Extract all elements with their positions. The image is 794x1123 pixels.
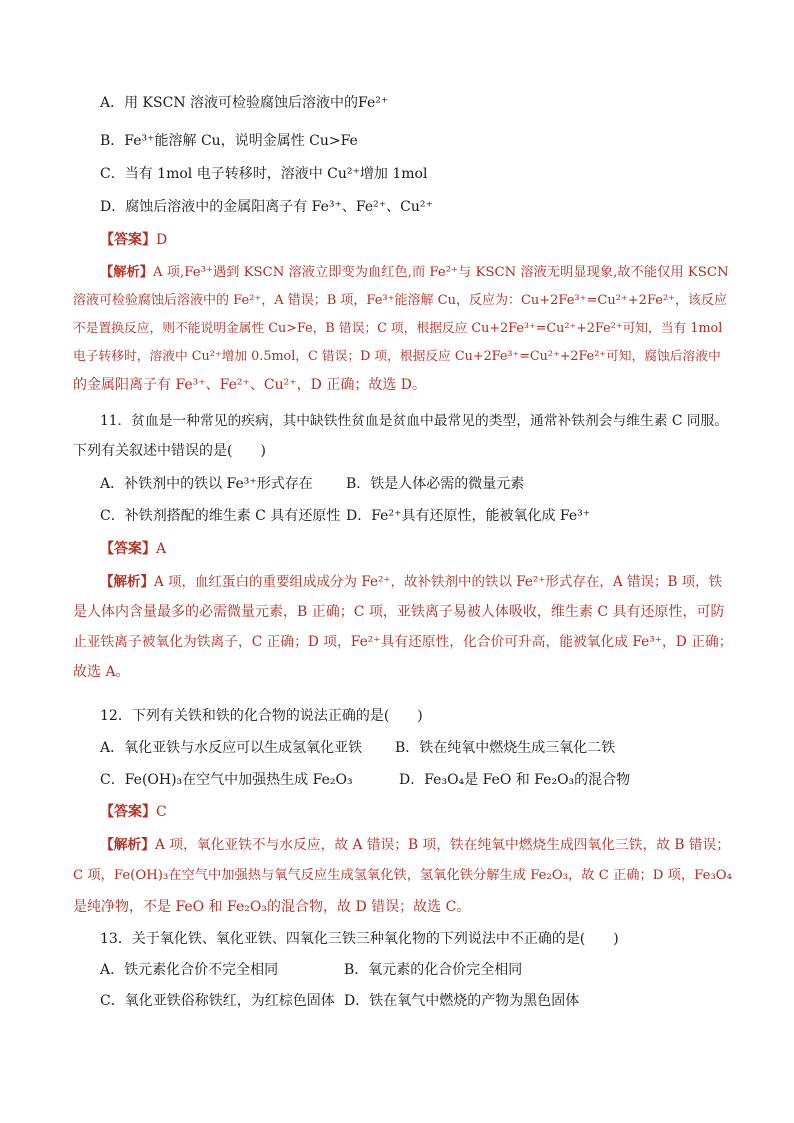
- q13-stem: 13．关于氧化铁、氧化亚铁、四氧化三铁三种氧化物的下列说法中不正确的是( ): [100, 931, 619, 947]
- answer-value: A: [156, 541, 167, 557]
- analysis-tag: 【解析】: [100, 574, 154, 590]
- q11-stem-line-1: 11．贫血是一种常见的疾病，其中缺铁性贫血是贫血中最常见的类型，通常补铁剂会与维生素 C 同服。: [100, 413, 729, 429]
- q13-option-c: C．氧化亚铁俗称铁红，为红棕色固体: [100, 993, 335, 1009]
- answer-tag: 【答案】: [100, 232, 156, 248]
- answer-tag: 【答案】: [100, 804, 156, 820]
- q11-analysis-line-3: 止亚铁离子被氧化为铁离子，C 正确；D 项，Fe²⁺具有还原性，化合价可升高，能被氧化成 Fe³⁺，D 正确；: [73, 634, 733, 650]
- analysis-text: A 项，氧化亚铁不与水反应，故 A 错误；B 项，铁在纯氧中燃烧生成四氧化三铁，故 B 错误；: [155, 837, 731, 853]
- q12-answer: [100, 801, 167, 823]
- q10-option-d: D．腐蚀后溶液中的金属阳离子有 Fe³⁺、Fe²⁺、Cu²⁺: [100, 199, 433, 215]
- q10-analysis-line-3: 不是置换反应，则不能说明金属性 Cu>Fe，B 错误；C 项，根据反应 Cu+2Fe³⁺=Cu²⁺+2Fe²⁺可知，当有 1mol: [73, 321, 723, 336]
- q12-option-c: C．Fe(OH)₃在空气中加强热生成 Fe₂O₃: [100, 772, 353, 788]
- q11-analysis-line-1: [100, 571, 722, 593]
- q13-option-b: B．氧元素的化合价完全相同: [344, 962, 523, 978]
- q11-options-row-1: [100, 473, 313, 495]
- q13-option-d: D．铁在氧气中燃烧的产物为黑色固体: [344, 993, 580, 1009]
- q12-analysis-line-3: 是纯净物，不是 FeO 和 Fe₂O₃的混合物，故 D 错误；故选 C。: [73, 899, 471, 915]
- q12-option-a: A．氧化亚铁与水反应可以生成氢氧化亚铁: [100, 740, 363, 756]
- answer-tag: 【答案】: [100, 541, 156, 557]
- q11-analysis-line-2: 是人体内含量最多的必需微量元素，B 正确；C 项，亚铁离子易被人体吸收，维生素 C 具有还原性，可防: [73, 604, 725, 620]
- q11-analysis-line-4: 故选 A。: [73, 664, 130, 680]
- analysis-tag: 【解析】: [100, 265, 154, 280]
- q10-analysis-line-1: [100, 262, 729, 284]
- analysis-tag: 【解析】: [100, 837, 156, 853]
- q10-option-c: C．当有 1mol 电子转移时，溶液中 Cu²⁺增加 1mol: [100, 166, 428, 182]
- q13-option-a: A．铁元素化合价不完全相同: [100, 962, 279, 978]
- q12-option-d: D．Fe₃O₄是 FeO 和 Fe₂O₃的混合物: [399, 772, 631, 788]
- q12-analysis-line-1: [100, 834, 730, 856]
- q10-analysis-line-4: 电子转移时，溶液中 Cu²⁺增加 0.5mol，C 错误；D 项，根据反应 Cu+2Fe³⁺=Cu²⁺+2Fe²⁺可知，腐蚀后溶液中: [73, 349, 721, 364]
- q10-answer: [100, 229, 167, 251]
- answer-value: C: [156, 804, 167, 820]
- q12-stem: 12．下列有关铁和铁的化合物的说法正确的是( ): [100, 708, 423, 724]
- q12-analysis-line-2: C 项，Fe(OH)₃在空气中加强热与氧气反应生成氢氧化铁，氢氧化铁分解生成 Fe₂O₃，故 C 正确；D 项，Fe₃O₄: [73, 868, 732, 883]
- q11-option-b: B．铁是人体必需的微量元素: [346, 476, 525, 492]
- q10-analysis-line-5: 的金属阳离子有 Fe³⁺、Fe²⁺、Cu²⁺，D 正确；故选 D。: [73, 377, 426, 393]
- q12-option-b: B．铁在纯氧中燃烧生成三氧化二铁: [395, 740, 616, 756]
- q11-answer: [100, 538, 166, 560]
- analysis-text: A 项,Fe³⁺遇到 KSCN 溶液立即变为血红色,而 Fe²⁺与 KSCN 溶液无明显现象,故不能仅用 KSCN: [153, 265, 729, 280]
- q11-option-a: A．补铁剂中的铁以 Fe³⁺形式存在: [100, 476, 313, 492]
- q10-analysis-line-2: 溶液可检验腐蚀后溶液中的 Fe²⁺，A 错误；B 项，Fe³⁺能溶解 Cu，反应为：Cu+2Fe³⁺=Cu²⁺+2Fe²⁺，该反应: [73, 293, 728, 308]
- q11-option-d: D．Fe²⁺具有还原性，能被氧化成 Fe³⁺: [346, 508, 591, 524]
- analysis-text: A 项，血红蛋白的重要组成成分为 Fe²⁺，故补铁剂中的铁以 Fe²⁺形式存在，A 错误；B 项，铁: [154, 574, 723, 590]
- q11-stem-line-2: 下列有关叙述中错误的是( ): [73, 443, 266, 459]
- q10-option-b: B．Fe³⁺能溶解 Cu，说明金属性 Cu>Fe: [100, 133, 358, 149]
- answer-value: D: [156, 232, 168, 248]
- q11-option-c: C．补铁剂搭配的维生素 C 具有还原性: [100, 508, 341, 524]
- q10-option-a: A．用 KSCN 溶液可检验腐蚀后溶液中的Fe²⁺: [100, 95, 389, 111]
